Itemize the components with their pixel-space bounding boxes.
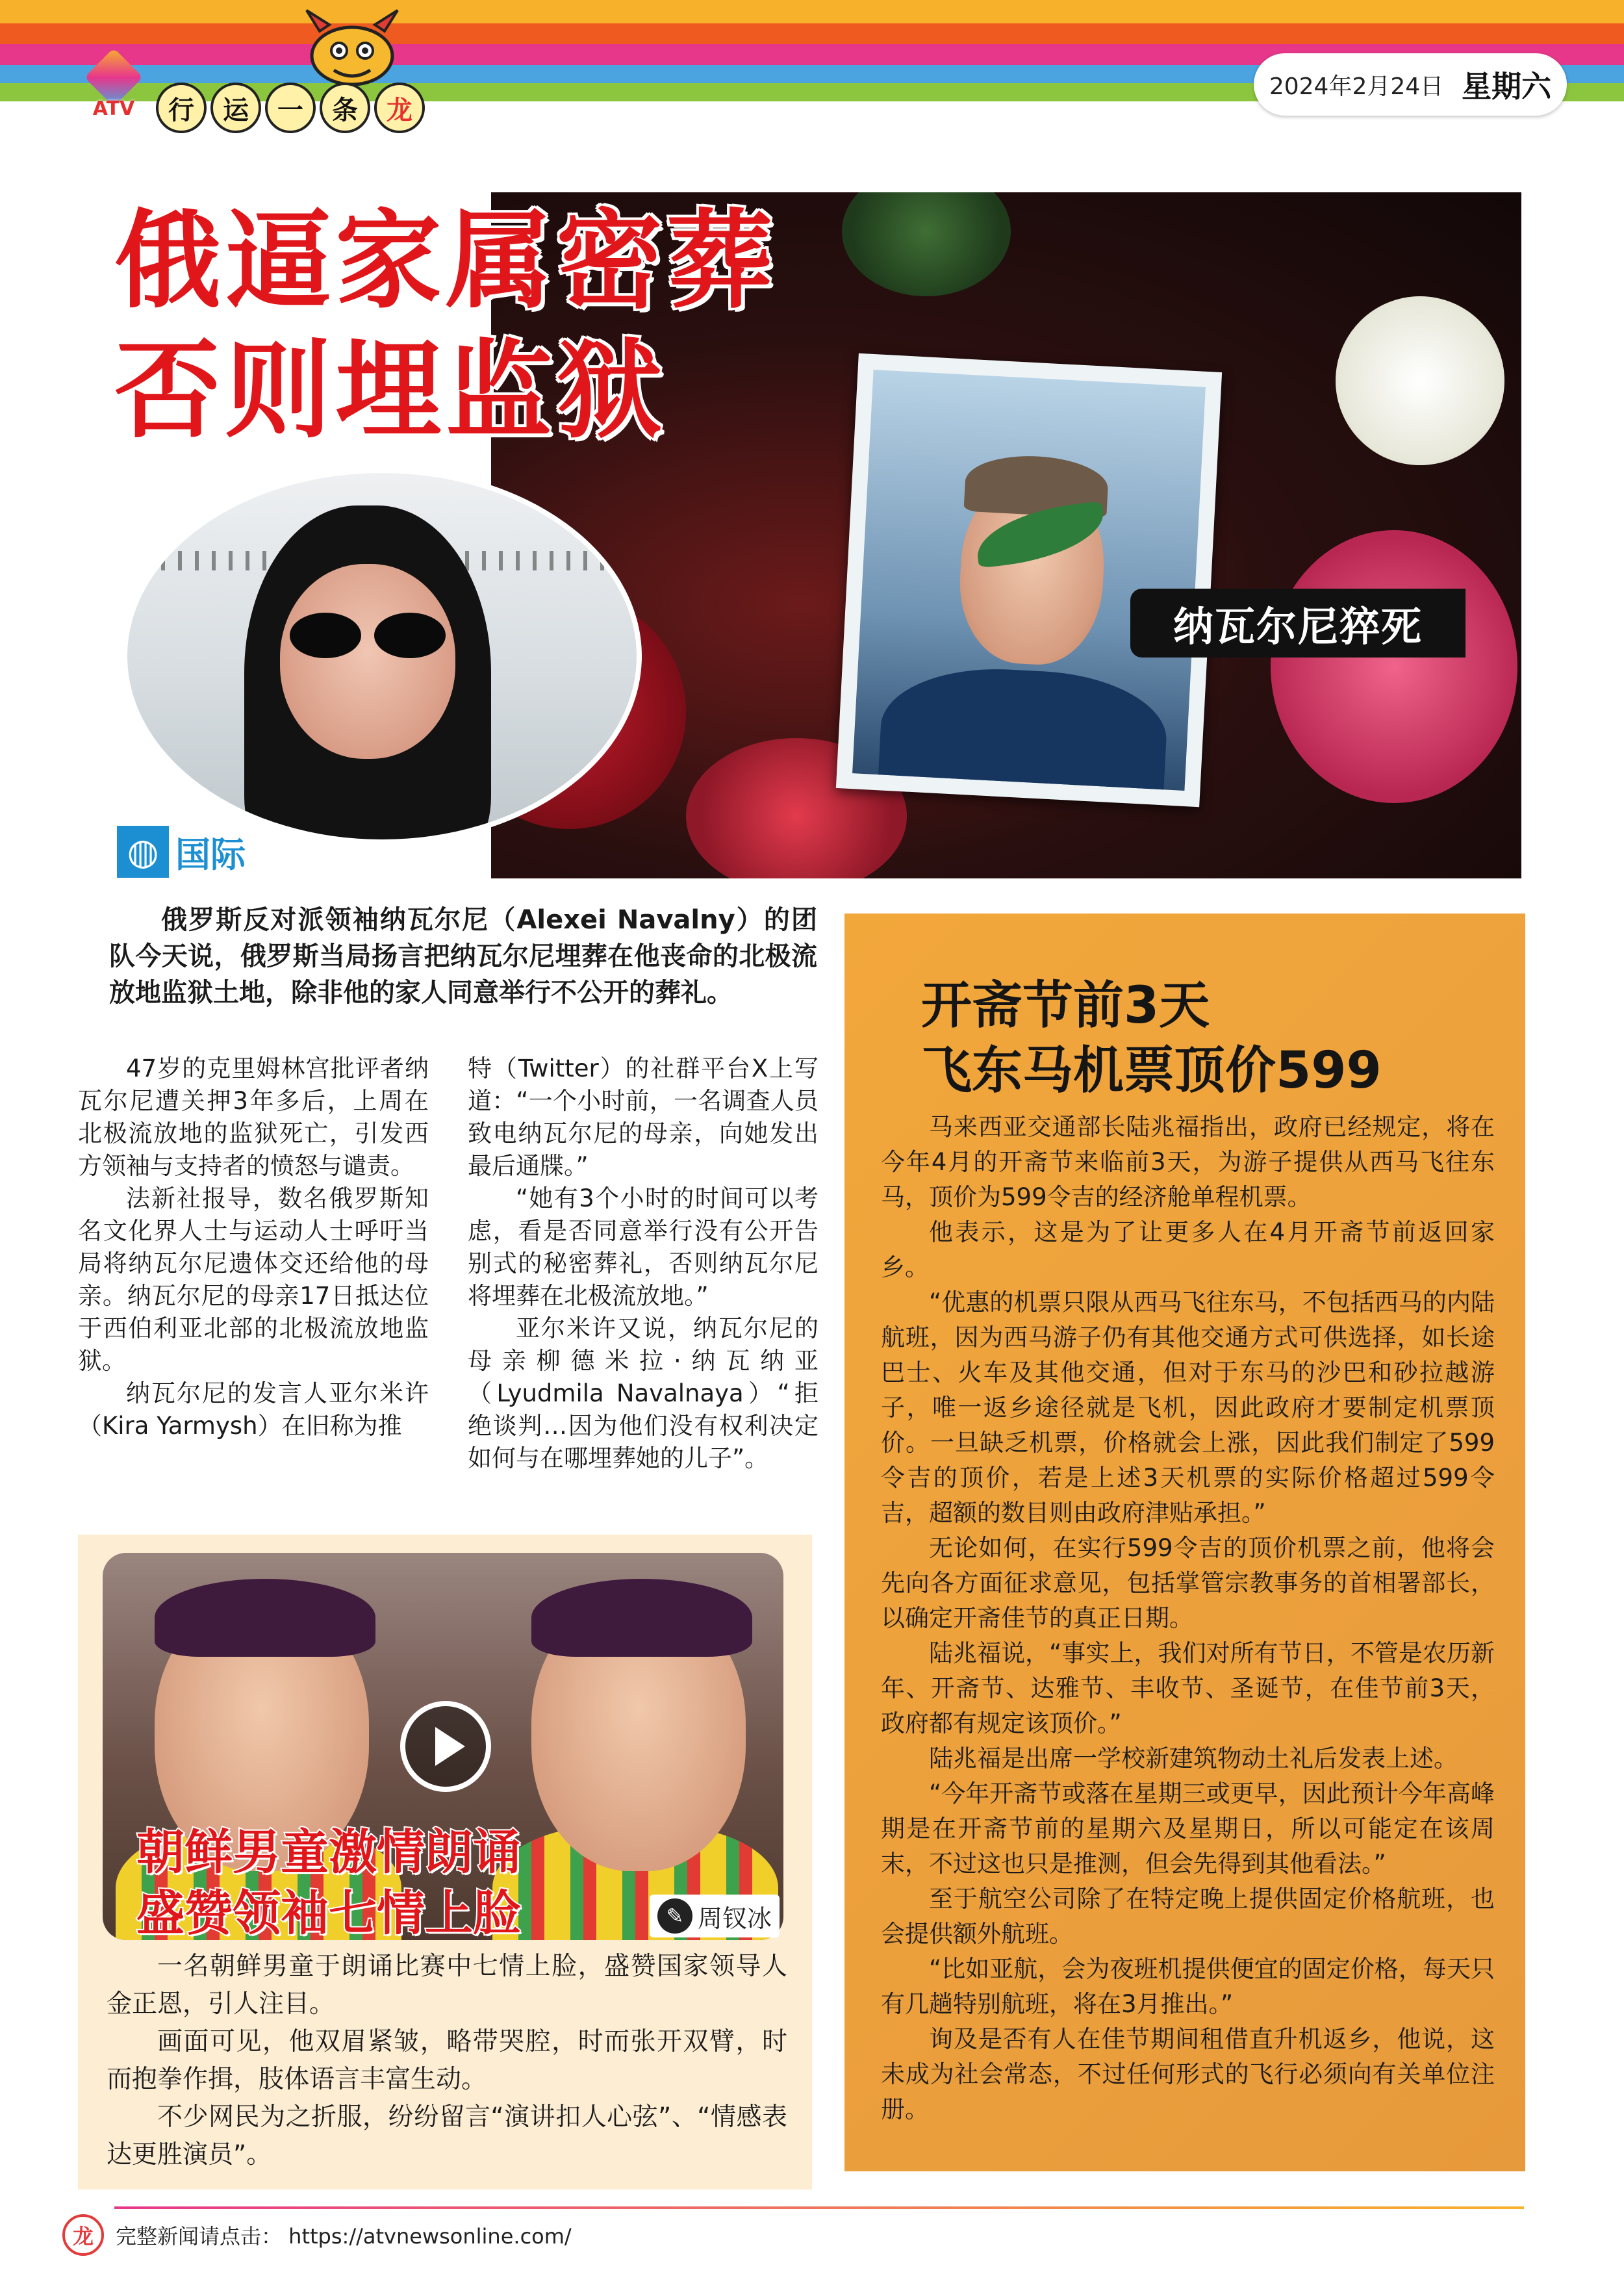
paragraph: 纳瓦尔尼的发言人亚尔米许（Kira Yarmysh）在旧称为推	[78, 1379, 429, 1440]
photo-caption-text: 纳瓦尔尼猝死	[1173, 602, 1423, 650]
flight-story-box	[844, 914, 1525, 2171]
section-tag-label: 国际	[175, 834, 246, 875]
slogan-char: 一	[265, 83, 316, 133]
paragraph: “比如亚航，会为夜班机提供便宜的固定价格，每天只有几趟特别航班，将在3月推出。”	[881, 1955, 1495, 2018]
issue-date: 2024年2月24日	[1269, 73, 1444, 100]
portrait-body	[877, 663, 1170, 791]
pen-icon: ✎	[657, 1898, 692, 1934]
kid-hat	[155, 1579, 375, 1657]
paragraph: 亚尔米许又说，纳瓦尔尼的母亲柳德米拉·纳瓦纳亚（Lyudmila Navalnaya）“拒绝谈判…因为他们没有权利决定如何与在哪埋葬她的儿子”。	[468, 1314, 818, 1472]
kr-headline-line-1: 朝鲜男童激情朗诵	[136, 1824, 521, 1880]
flight-headline	[921, 973, 1506, 1103]
atv-logo-text: ATV	[92, 97, 135, 120]
slogan-char: 龙	[374, 83, 425, 133]
paragraph: 询及是否有人在佳节期间租借直升机返乡，他说，这未成为社会常态，不过任何形式的飞行必须向有关单位注册。	[881, 2025, 1495, 2123]
lead-paragraph: 俄罗斯反对派领袖纳瓦尔尼（Alexei Navalny）的团队今天说，俄罗斯当局扬言把纳瓦尔尼埋葬在他丧命的北极流放地监狱土地，除非他的家人同意举行不公开的葬礼。	[109, 905, 817, 1008]
kr-story-box	[78, 1535, 812, 2190]
dragon-emblem-icon: 龙	[62, 2214, 104, 2256]
author-tag	[650, 1895, 780, 1937]
paragraph: 特（Twitter）的社群平台X上写道：“一个小时前，一名调查人员致电纳瓦尔尼的母亲，向她发出最后通牒。”	[468, 1054, 818, 1180]
atv-logo	[78, 51, 149, 122]
flight-headline-line-2: 飞东马机票顶价599	[921, 1041, 1382, 1100]
kr-headline-line-2: 盛赞领袖七情上脸	[136, 1885, 521, 1941]
article-lead	[109, 902, 817, 1011]
article-column-2	[468, 1053, 818, 1475]
paragraph: 法新社报导，数名俄罗斯知名文化界人士与运动人士呼吁当局将纳瓦尔尼遗体交还给他的母亲。纳瓦尔尼的母亲17日抵达位于西伯利亚北部的北极流放地监狱。	[78, 1184, 429, 1375]
article-column-1	[78, 1053, 429, 1442]
stripe-orange	[0, 23, 1624, 44]
slogan-badges	[156, 78, 425, 138]
paragraph: 不少网民为之折服，纷纷留言“演讲扣人心弦”、“情感表达更胜演员”。	[107, 2102, 787, 2169]
paragraph: 47岁的克里姆林宫批评者纳瓦尔尼遭关押3年多后，上周在北极流放地的监狱死亡，引发西方领袖与支持者的愤怒与谴责。	[78, 1054, 429, 1180]
paragraph: 陆兆福是出席一学校新建筑物动土礼后发表上述。	[929, 1744, 1458, 1772]
kid-hat	[531, 1579, 752, 1657]
headline-line-2: 否则埋监狱	[114, 329, 667, 453]
author-name: 周钗冰	[698, 1904, 772, 1933]
paragraph: 画面可见，他双眉紧皱，略带哭腔，时而张开双臂，时而抱拳作揖，肢体语言丰富生动。	[107, 2027, 787, 2094]
issue-weekday: 星期六	[1462, 69, 1552, 104]
flight-body	[881, 1110, 1495, 2127]
portrait-image	[852, 370, 1206, 791]
flower	[1336, 296, 1504, 465]
sunglasses-left	[290, 613, 361, 658]
paragraph: “今年开斋节或落在星期三或更早，因此预计今年高峰期是在开斋节前的星期六及星期日，所以可能定在该周末，不过这也只是推测，但会先得到其他看法。”	[881, 1780, 1495, 1878]
footer	[62, 2209, 572, 2261]
play-icon[interactable]	[400, 1701, 491, 1792]
headline-line-1: 俄逼家属密葬	[114, 199, 778, 323]
paragraph: 至于航空公司除了在特定晚上提供固定价格航班，也会提供额外航班。	[881, 1885, 1495, 1948]
date-badge	[1254, 53, 1567, 116]
main-headline	[114, 196, 894, 456]
article-columns	[78, 1053, 818, 1520]
dragon-mascot-icon	[294, 5, 411, 90]
kr-body	[107, 1948, 787, 2174]
slogan-char: 条	[320, 83, 370, 133]
paragraph: “优惠的机票只限从西马飞往东马，不包括西马的内陆航班，因为西马游子仍有其他交通方式可供选择，如长途巴士、火车及其他交通，但对于东马的沙巴和砂拉越游子，唯一返乡途径就是飞机，因此政府才要制定机票顶价。一旦缺乏机票，价格就会上涨，因此我们制定了599令吉的顶价，若是上述3天机票的实际价格超过599令吉，超额的数目则由政府津贴承担。”	[881, 1288, 1495, 1527]
photo-caption	[1130, 589, 1465, 658]
paragraph: 无论如何，在实行599令吉的顶价机票之前，他将会先向各方面征求意见，包括掌管宗教事务的首相署部长，以确定开斋佳节的真正日期。	[881, 1534, 1495, 1632]
slogan-char: 运	[210, 83, 261, 133]
sunglasses-right	[374, 613, 446, 658]
kr-headline	[136, 1822, 721, 1944]
flower	[1271, 530, 1517, 803]
section-tag-international	[114, 823, 257, 881]
paragraph: 他表示，这是为了让更多人在4月开斋节前返回家乡。	[881, 1218, 1495, 1281]
mother-photo	[122, 468, 642, 845]
paragraph: 陆兆福说，“事实上，我们对所有节日，不管是农历新年、开斋节、达雅节、丰收节、圣诞节，在佳节前3天，政府都有规定该顶价。”	[881, 1639, 1495, 1737]
paragraph: “她有3个小时的时间可以考虑，看是否同意举行没有公开告别式的秘密葬礼，否则纳瓦尔尼将埋葬在北极流放地。”	[468, 1184, 818, 1310]
stripe-yellow	[0, 0, 1624, 23]
slogan-char: 行	[156, 83, 207, 133]
paragraph: 一名朝鲜男童于朗诵比赛中七情上脸，盛赞国家领导人金正恩，引人注目。	[107, 1952, 787, 2019]
flight-headline-line-1: 开斋节前3天	[921, 977, 1210, 1035]
globe-icon: ◍	[117, 826, 169, 878]
face	[280, 564, 455, 759]
paragraph: 马来西亚交通部长陆兆福指出，政府已经规定，将在今年4月的开斋节来临前3天，为游子提供从西马飞往东马，顶价为599令吉的经济舱单程机票。	[881, 1113, 1495, 1211]
footer-link-text[interactable]: 完整新闻请点击： https://atvnewsonline.com/	[116, 2224, 572, 2249]
